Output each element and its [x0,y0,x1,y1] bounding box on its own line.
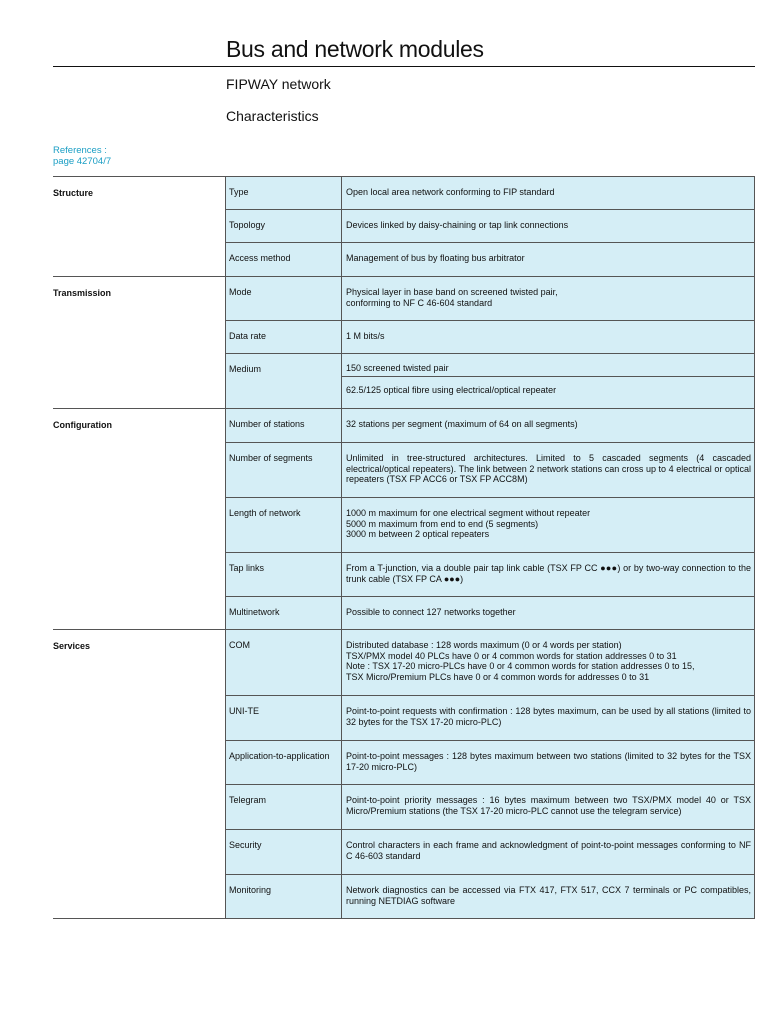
row-value: Point-to-point requests with confirmation : 128 bytes maximum, can be used by all stations (limited to 32 bytes for the TSX 17-20 micro-PLC) [346,706,751,727]
row-label: UNI-TE [226,696,342,740]
row-label: Mode [226,277,342,320]
row-label: Monitoring [226,875,342,918]
table-row [225,695,755,740]
group-label: Services [53,641,91,651]
row-value: 1000 m maximum for one electrical segment without repeater 5000 m maximum from end to end (5 segments) 3000 m between 2 optical repeaters [346,508,591,539]
row-label: Telegram [226,785,342,829]
row-label: Security [226,830,342,874]
row-label: COM [226,630,342,695]
page-subtitle: FIPWAY network [226,76,331,92]
references-label: References : [53,145,107,156]
row-label: Length of network [226,498,342,552]
page-title: Bus and network modules [226,36,484,62]
row-value: Possible to connect 127 networks together [346,607,516,617]
row-label: Number of segments [226,443,342,497]
row-label: Type [226,177,342,209]
table-row [225,740,755,784]
table-row [225,630,755,695]
group-transmission [53,276,755,408]
row-value: Physical layer in base band on screened twisted pair, conforming to NF C 46-604 standard [346,287,558,308]
table-row [225,784,755,829]
row-label: Multinetwork [226,597,342,629]
row-value: Devices linked by daisy-chaining or tap link connections [346,220,569,230]
row-value: 150 screened twisted pair [346,363,449,373]
table-row [225,353,755,408]
table-row [225,409,755,442]
table-row [225,177,755,209]
section-heading: Characteristics [226,108,319,124]
row-value: Point-to-point messages : 128 bytes maximum between two stations (limited to 32 bytes for the TSX 17-20 micro-PLC) [346,751,751,772]
row-label: Topology [226,210,342,242]
row-value: From a T-junction, via a double pair tap link cable (TSX FP CC ●●●) or by two-way connection to the trunk cable (TSX FP CA ●●●) [346,563,751,584]
references-page: page 42704/7 [53,156,112,167]
row-label: Medium [226,354,342,408]
table-row [225,552,755,596]
table-row [225,209,755,242]
group-services [53,629,755,919]
group-configuration [53,408,755,629]
table-row [225,320,755,353]
row-label: Number of stations [226,409,342,442]
table-row [225,242,755,276]
group-structure [53,176,755,276]
table-row [225,442,755,497]
row-label: Data rate [226,321,342,353]
row-label: Tap links [226,553,342,596]
title-divider [53,66,755,67]
table-row [225,277,755,320]
row-value: Distributed database : 128 words maximum (0 or 4 words per station) TSX/PMX model 40 PLCs have 0 or 4 common words for station addresses 0 to 31 Note : TSX 17-20 micro-PLCs have 0 or 4 common words for station addresses 0 to 15, TSX Micro/Premium PLCs have 0 or 4 common words for addresses 0 to 31 [346,640,695,682]
row-value: 32 stations per segment (maximum of 64 on all segments) [346,419,578,429]
row-label: Application-to-application [226,741,342,784]
row-value: Open local area network conforming to FIP standard [346,187,555,197]
row-value: Network diagnostics can be accessed via FTX 417, FTX 517, CCX 7 terminals or PC compatibles, running NETDIAG software [346,885,751,906]
row-value: Control characters in each frame and acknowledgment of point-to-point messages conforming to NF C 46-603 standard [346,840,751,861]
table-row [225,497,755,552]
references-link[interactable] [53,145,111,167]
row-value: Point-to-point priority messages : 16 bytes maximum between two TSX/PMX model 40 or TSX Micro/Premium stations (the TSX 17-20 micro-PLC cannot use the telegram service) [346,795,751,816]
row-value: Management of bus by floating bus arbitrator [346,253,525,263]
characteristics-table [53,176,755,919]
group-label: Configuration [53,420,112,430]
row-value: Unlimited in tree-structured architectures. Limited to 5 cascaded segments (4 cascaded electrical/optical repeaters). The link between 2 network stations can cross up to 4 electrical or optical repeaters (TSX FP ACC6 or TSX FP ACC8M) [346,453,751,484]
table-row [225,874,755,918]
row-value: 1 M bits/s [346,331,385,341]
group-label: Structure [53,188,94,198]
row-value: 62.5/125 optical fibre using electrical/optical repeater [342,376,754,402]
group-label: Transmission [53,288,112,298]
table-row [225,596,755,629]
table-row [225,829,755,874]
row-label: Access method [226,243,342,276]
